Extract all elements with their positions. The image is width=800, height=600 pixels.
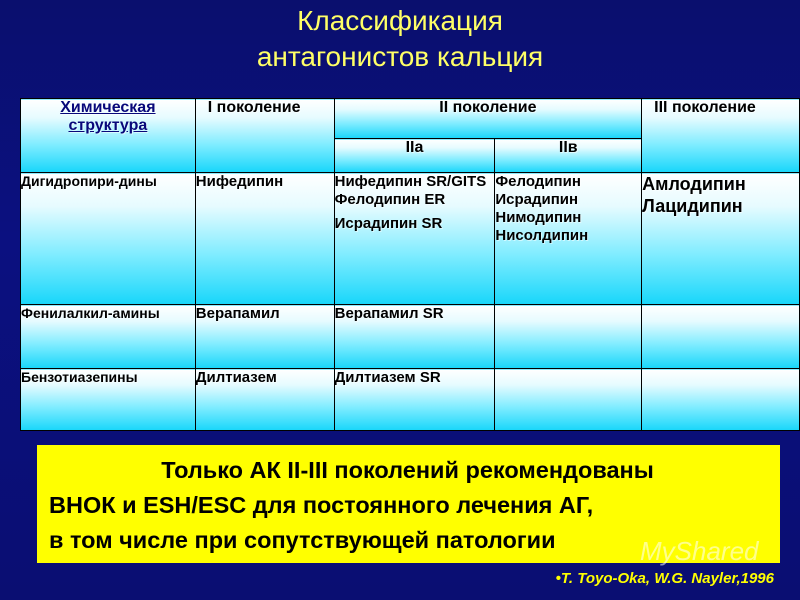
cell-dhp-gen3 [642, 173, 800, 305]
cell-bt-gen1: Дилтиазем [195, 369, 334, 431]
cell-pa-gen1: Верапамил [195, 305, 334, 369]
note-line: Только АК II-III поколений рекомендованы [161, 457, 654, 483]
citation: •T. Toyo-Oka, W.G. Nayler,1996 [555, 570, 774, 587]
cell-dhp-gen1: Нифедипин [195, 173, 334, 305]
cell-bt-gen2a: Дилтиазем SR [334, 369, 495, 431]
cell-bt-gen2b [495, 369, 642, 431]
note-line: ВНОК и ESH/ESC для постоянного лечения АГ, [49, 492, 594, 518]
drug-item: Фелодипин [495, 173, 581, 190]
cell-dhp-gen2b [495, 173, 642, 305]
drug-item: Фелодипин ER [334, 191, 446, 208]
drug-item: Нисолдипин [495, 227, 589, 244]
drug-item: Лацидипин [642, 196, 743, 216]
header-gen2a: IIa [334, 139, 495, 173]
slide-title-line1: Классификация [297, 5, 503, 36]
cell-pa-gen2b [495, 305, 642, 369]
drug-item: Исрадипин [495, 191, 579, 208]
row-label-phenylalkylamines: Фенилалкил-амины [21, 305, 196, 369]
note-line: в том числе при сопутствующей патологии [49, 527, 556, 553]
cell-bt-gen3 [642, 369, 800, 431]
drug-item: Исрадипин SR [334, 215, 443, 232]
row-label-benzothiazepines: Бензотиазепины [21, 369, 196, 431]
cell-dhp-gen2a [334, 173, 495, 305]
row-label-dihydropyridines: Дигидропири-дины [21, 173, 196, 305]
drug-item: Нимодипин [495, 209, 582, 226]
drug-item: Амлодипин [642, 174, 746, 194]
slide-title-line2: антагонистов кальция [256, 41, 544, 72]
header-structure [21, 99, 196, 173]
cell-pa-gen2a: Верапамил SR [334, 305, 495, 369]
header-gen2b: IIв [495, 139, 642, 173]
drug-item: Нифедипин SR/GITS [334, 173, 487, 190]
watermark-logo: MyShared [640, 536, 759, 566]
cell-pa-gen3 [642, 305, 800, 369]
header-gen3: III поколение [642, 99, 800, 173]
header-structure-label: Химическая структура [60, 99, 156, 134]
header-gen1: I поколение [195, 99, 334, 173]
header-gen2: II поколение [334, 99, 642, 139]
classification-table [20, 98, 800, 431]
